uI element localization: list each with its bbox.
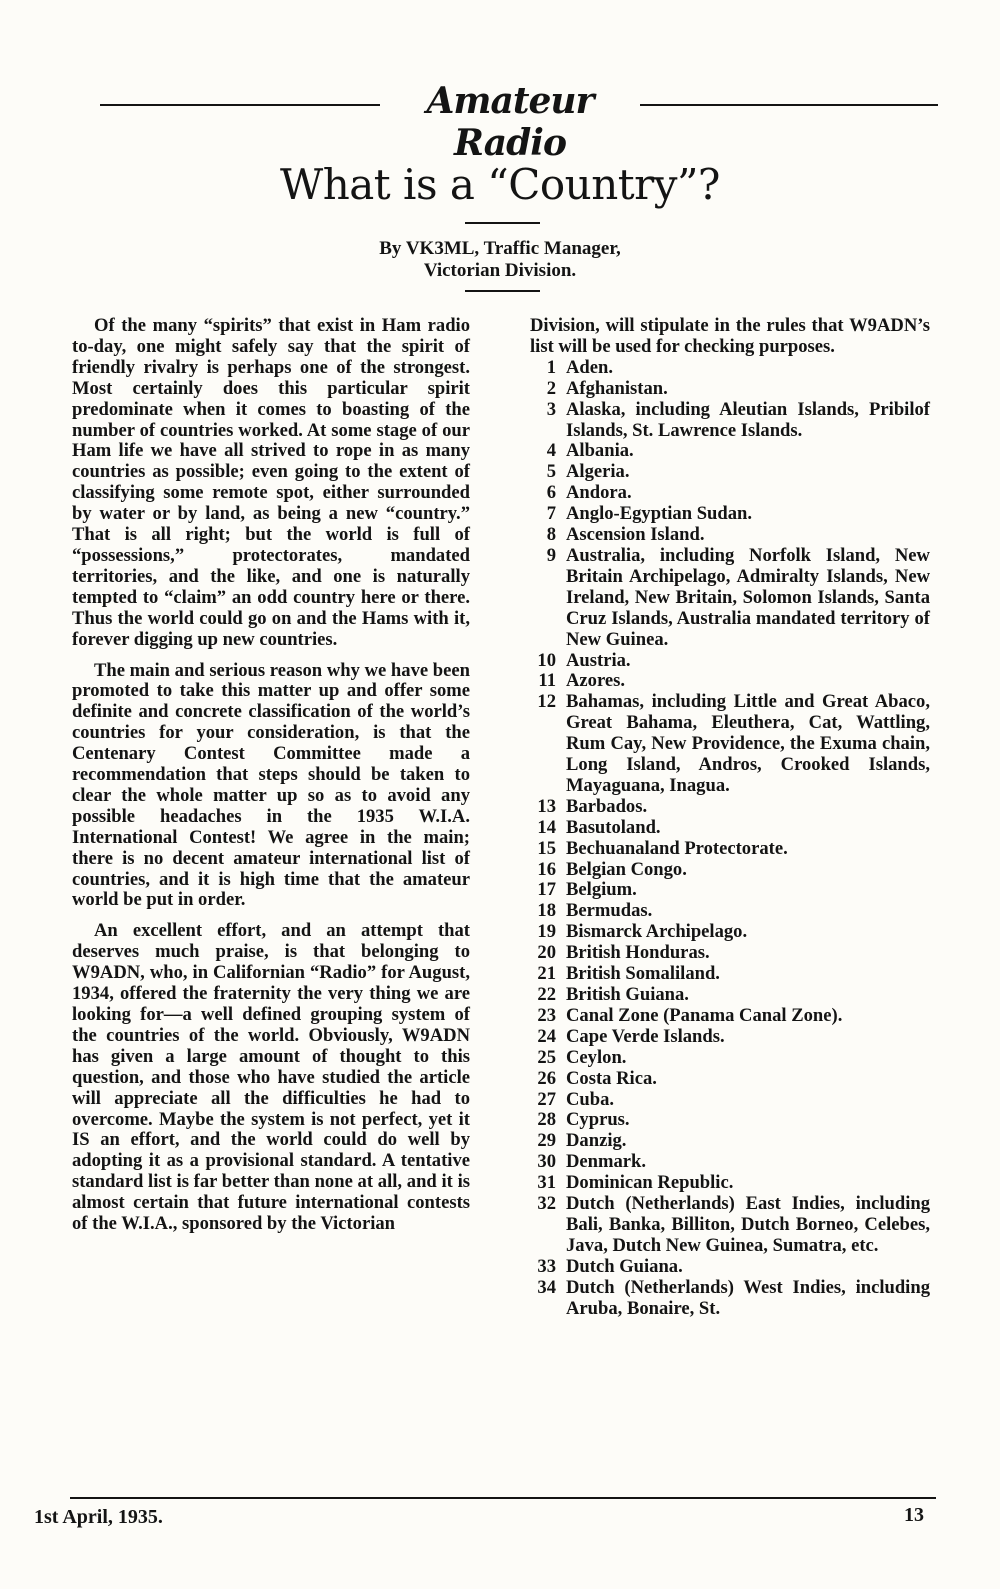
paragraph-3-continuation: Division, will stipulate in the rules that W9ADN’s list will be used for checking purposes.: [530, 315, 930, 357]
country-name: Dutch Guiana.: [566, 1255, 683, 1277]
country-name: Ascension Island.: [566, 524, 705, 546]
country-name: Andora.: [566, 482, 632, 504]
country-number: 15: [537, 837, 556, 859]
country-list: [530, 358, 930, 1320]
country-name: Alaska, including Aleutian Islands, Pribilof Islands, St. Lawrence Islands.: [566, 398, 930, 441]
country-list-item: [530, 525, 930, 546]
country-name: Basutoland.: [566, 816, 661, 838]
country-number: 21: [537, 963, 556, 985]
country-list-item: [530, 922, 930, 943]
issue-date: 1st April, 1935.: [34, 1506, 163, 1528]
article-title: What is a “Country”?: [280, 160, 720, 209]
country-name: Australia, including Norfolk Island, New Britain Archipelago, Admiralty Islands, New Ireland, New Britain, Solomon Islands, Santa Cruz Islands, Australia mandated territory of New Guinea.: [566, 544, 930, 650]
title-divider: [465, 222, 540, 224]
country-list-item: [530, 880, 930, 901]
country-name: Bahamas, including Little and Great Abaco, Great Bahama, Eleuthera, Cat, Wattling, Rum Cay, New Providence, the Exuma chain, Long Island, Andros, Crooked Islands, Mayaguana, Inagua.: [566, 691, 930, 796]
country-number: 2: [546, 377, 556, 399]
country-name: Dutch (Netherlands) East Indies, including Bali, Banka, Billiton, Dutch Borneo, Celebes, Java, Dutch New Guinea, Sumatra, etc.: [566, 1193, 930, 1256]
country-list-item: [530, 400, 930, 442]
country-list-item: [530, 964, 930, 985]
country-number: 24: [537, 1025, 556, 1047]
country-name: Bermudas.: [566, 900, 653, 922]
country-number: 16: [537, 858, 556, 880]
country-number: 11: [538, 670, 556, 692]
country-name: Azores.: [566, 670, 626, 692]
left-column: [72, 316, 470, 1245]
country-list-item: [530, 1110, 930, 1131]
country-list-item: [530, 1152, 930, 1173]
country-list-item: [530, 692, 930, 797]
country-name: Belgium.: [566, 879, 637, 901]
country-list-item: [530, 1173, 930, 1194]
byline-division: Victorian Division.: [423, 260, 577, 281]
country-list-item: [530, 1090, 930, 1111]
country-number: 19: [537, 921, 556, 943]
country-list-item: [530, 1257, 930, 1278]
country-name: Algeria.: [566, 461, 630, 483]
country-list-item: [530, 1027, 930, 1048]
country-number: 1: [546, 356, 556, 378]
country-list-item: [530, 818, 930, 839]
country-name: Albania.: [566, 440, 634, 462]
country-number: 28: [537, 1109, 556, 1131]
masthead-rule-left: [100, 104, 380, 106]
country-number: 8: [546, 524, 556, 546]
country-number: 3: [546, 398, 556, 420]
right-column: [530, 316, 930, 1320]
country-number: 26: [537, 1067, 556, 1089]
country-number: 6: [546, 482, 556, 504]
country-name: Bismarck Archipelago.: [566, 921, 748, 943]
country-name: British Honduras.: [566, 942, 710, 964]
country-number: 7: [546, 503, 556, 525]
country-number: 33: [537, 1255, 556, 1277]
country-number: 12: [537, 691, 556, 713]
paragraph-2: The main and serious reason why we have been promoted to take this matter up and offer some definite and concrete classification of the world’s countries for your consideration, is that the Centenary Contest Committee made a recommendation that steps should be taken to clear the whole matter up so as to avoid any possible headaches in the 1935 W.I.A. International Contest! We agree in the main; there is no decent amateur international list of countries, and it is high time that the amateur world be put in order.: [72, 659, 470, 911]
country-number: 30: [537, 1151, 556, 1173]
footer-rule: [70, 1497, 936, 1499]
country-list-item: [530, 943, 930, 964]
byline-divider: [465, 290, 540, 292]
country-list-item: [530, 483, 930, 504]
country-list-item: [530, 1006, 930, 1027]
country-number: 4: [546, 440, 556, 462]
country-list-item: [530, 1278, 930, 1320]
country-name: Cape Verde Islands.: [566, 1025, 725, 1047]
country-number: 32: [537, 1193, 556, 1215]
country-name: Cyprus.: [566, 1109, 630, 1131]
country-number: 34: [537, 1276, 556, 1298]
masthead: [100, 80, 938, 164]
country-list-item: [530, 797, 930, 818]
country-list-item: [530, 504, 930, 525]
country-number: 22: [537, 984, 556, 1005]
country-list-item: [530, 839, 930, 860]
country-list-item: [530, 651, 930, 672]
country-number: 5: [546, 461, 556, 483]
country-name: Cuba.: [566, 1088, 615, 1110]
country-name: Austria.: [566, 649, 631, 671]
country-number: 17: [537, 879, 556, 901]
country-list-item: [530, 860, 930, 881]
country-name: Anglo-Egyptian Sudan.: [566, 503, 753, 525]
byline-author: By VK3ML, Traffic Manager,: [379, 238, 621, 259]
country-list-item: [530, 1048, 930, 1069]
country-list-item: [530, 671, 930, 692]
masthead-logo: Amateur Radio: [426, 80, 594, 164]
country-name: Bechuanaland Protectorate.: [566, 837, 788, 859]
country-number: 18: [537, 900, 556, 922]
country-list-item: [530, 1069, 930, 1090]
country-number: 29: [537, 1130, 556, 1152]
country-list-item: [530, 1194, 930, 1257]
country-number: 25: [537, 1046, 556, 1068]
masthead-rule-right: [640, 104, 938, 106]
country-name: Belgian Congo.: [566, 858, 687, 880]
country-name: Afghanistan.: [566, 377, 668, 399]
paragraph-3: An excellent effort, and an attempt that deserves much praise, is that belonging to W9ADN, who, in Californian “Radio” for August, 1934, offered the fraternity the very thing we are looking for—a well defined grouping system of the countries of the world. Obviously, W9ADN has given a large amount of thought to this question, and those who have studied the article will appreciate all the difficulties he had to overcome. Maybe the system is not perfect, yet it IS an effort, and the world could do well by adopting it as a provisional standard. A tentative standard list is far better than none at all, and it is almost certain that future international contests of the W.I.A., sponsored by the Victorian: [72, 920, 470, 1235]
country-name: British Guiana.: [566, 984, 689, 1005]
country-name: Canal Zone (Panama Canal Zone).: [566, 1004, 843, 1026]
country-name: Dominican Republic.: [566, 1172, 734, 1194]
country-name: Denmark.: [566, 1151, 647, 1173]
country-list-item: [530, 546, 930, 651]
country-number: 27: [537, 1088, 556, 1110]
page-number: 13: [904, 1504, 924, 1526]
paragraph-1: Of the many “spirits” that exist in Ham radio to-day, one might safely say that the spirit of friendly rivalry is perhaps one of the strongest. Most certainly does this particular spirit predominate when it comes to boasting of the number of countries worked. At some stage of our Ham life we have all strived to rope in as many countries as possible; even going to the extent of classifying some remote spot, either surrounded by water or by land, as being a new “country.” That is all right; but the world is full of “possessions,” protectorates, mandated territories, and the like, and one is naturally tempted to “claim” an odd country here or there. Thus the world could go on and the Hams with it, forever digging up new countries.: [72, 315, 470, 650]
country-list-item: [530, 1131, 930, 1152]
country-list-item: [530, 462, 930, 483]
country-list-item: [530, 985, 930, 1006]
country-list-item: [530, 379, 930, 400]
country-list-item: [530, 441, 930, 462]
country-name: Barbados.: [566, 795, 648, 817]
country-name: Aden.: [566, 356, 614, 378]
country-number: 23: [537, 1004, 556, 1026]
country-number: 10: [537, 649, 556, 671]
country-number: 13: [537, 795, 556, 817]
country-list-item: [530, 358, 930, 379]
country-number: 31: [537, 1172, 556, 1194]
country-number: 20: [537, 942, 556, 964]
country-list-item: [530, 901, 930, 922]
country-name: Costa Rica.: [566, 1067, 657, 1089]
byline: [0, 238, 1000, 282]
country-name: British Somaliland.: [566, 963, 720, 985]
country-number: 14: [537, 816, 556, 838]
country-number: 9: [546, 544, 556, 566]
country-name: Dutch (Netherlands) West Indies, including Aruba, Bonaire, St.: [566, 1276, 930, 1319]
country-name: Danzig.: [566, 1130, 627, 1152]
country-name: Ceylon.: [566, 1046, 627, 1068]
